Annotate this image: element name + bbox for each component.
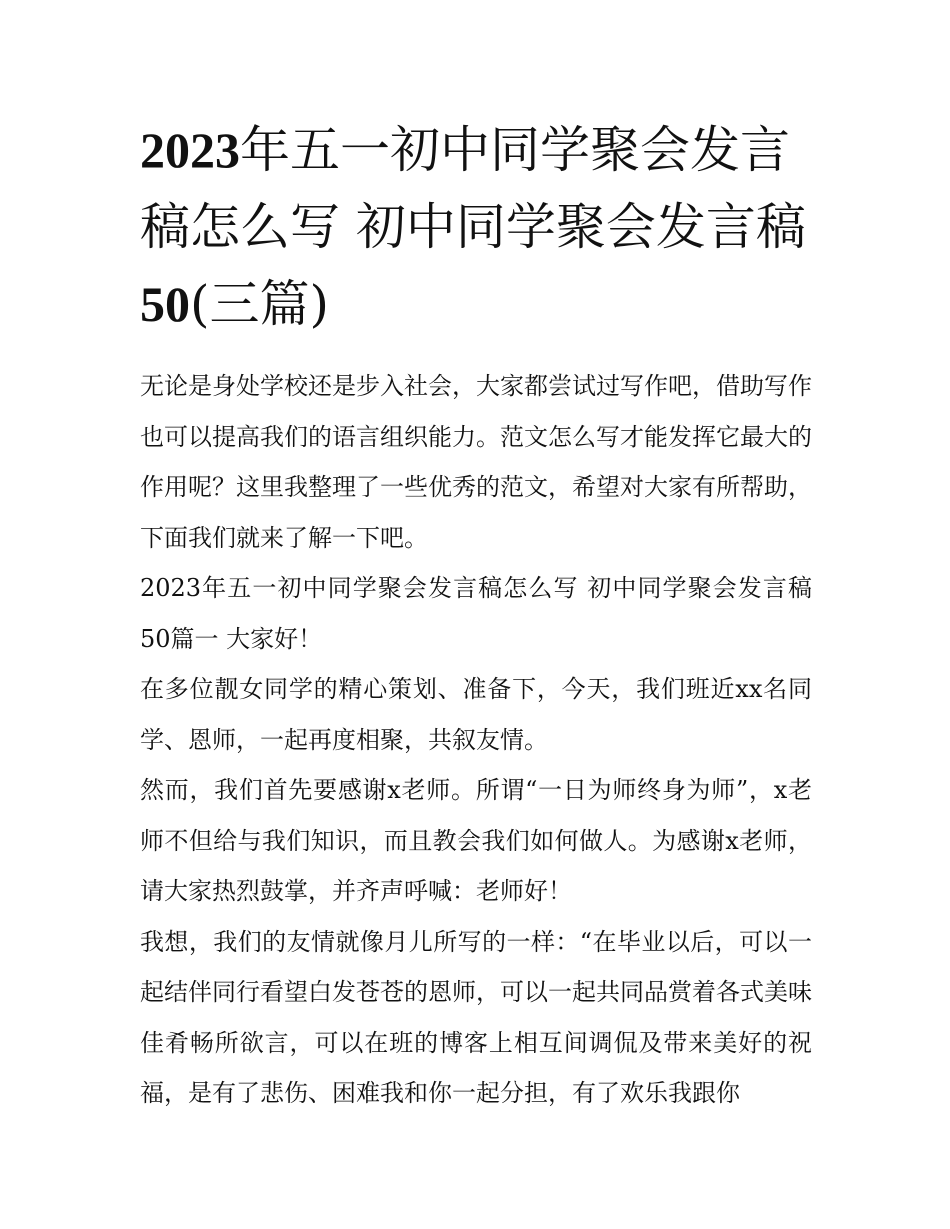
title-year: 2023 <box>140 122 240 178</box>
body-paragraph: 我想，我们的友情就像月儿所写的一样：“在毕业以后，可以一起结伴同行看望白发苍苍的恩师，可以一起共同品赏着各式美味佳肴畅所欲言，可以在班的博客上相互间调侃及带来美好的祝福，是有了悲伤、困难我和你一起分担，有了欢乐我跟你 <box>140 927 812 1107</box>
intro-paragraph: 无论是身处学校还是步入社会，大家都尝试过写作吧，借助写作也可以提高我们的语言组织能力。范文怎么写才能发挥它最大的作用呢？这里我整理了一些优秀的范文，希望对大家有所帮助，下面我们就来了解一下吧。 <box>140 372 812 552</box>
title-suffix: (三篇) <box>190 275 330 333</box>
document-page <box>140 112 812 1119</box>
body-paragraph: 在多位靓女同学的精心策划、准备下，今天，我们班近xx名同学、恩师，一起再度相聚，共叙友情。 <box>140 675 812 754</box>
title-number: 50 <box>140 276 190 332</box>
title-text: 年五一初中同学聚会发言稿怎么写 初中同学聚会发言稿 <box>140 121 806 256</box>
section-heading-paragraph: 2023年五一初中同学聚会发言稿怎么写 初中同学聚会发言稿50篇一 大家好！ <box>140 574 812 653</box>
body-paragraph: 然而，我们首先要感谢x老师。所谓“一日为师终身为师”，x老师不但给与我们知识，而且教会我们如何做人。为感谢x老师，请大家热烈鼓掌，并齐声呼喊：老师好！ <box>140 776 812 905</box>
document-title <box>140 112 812 343</box>
